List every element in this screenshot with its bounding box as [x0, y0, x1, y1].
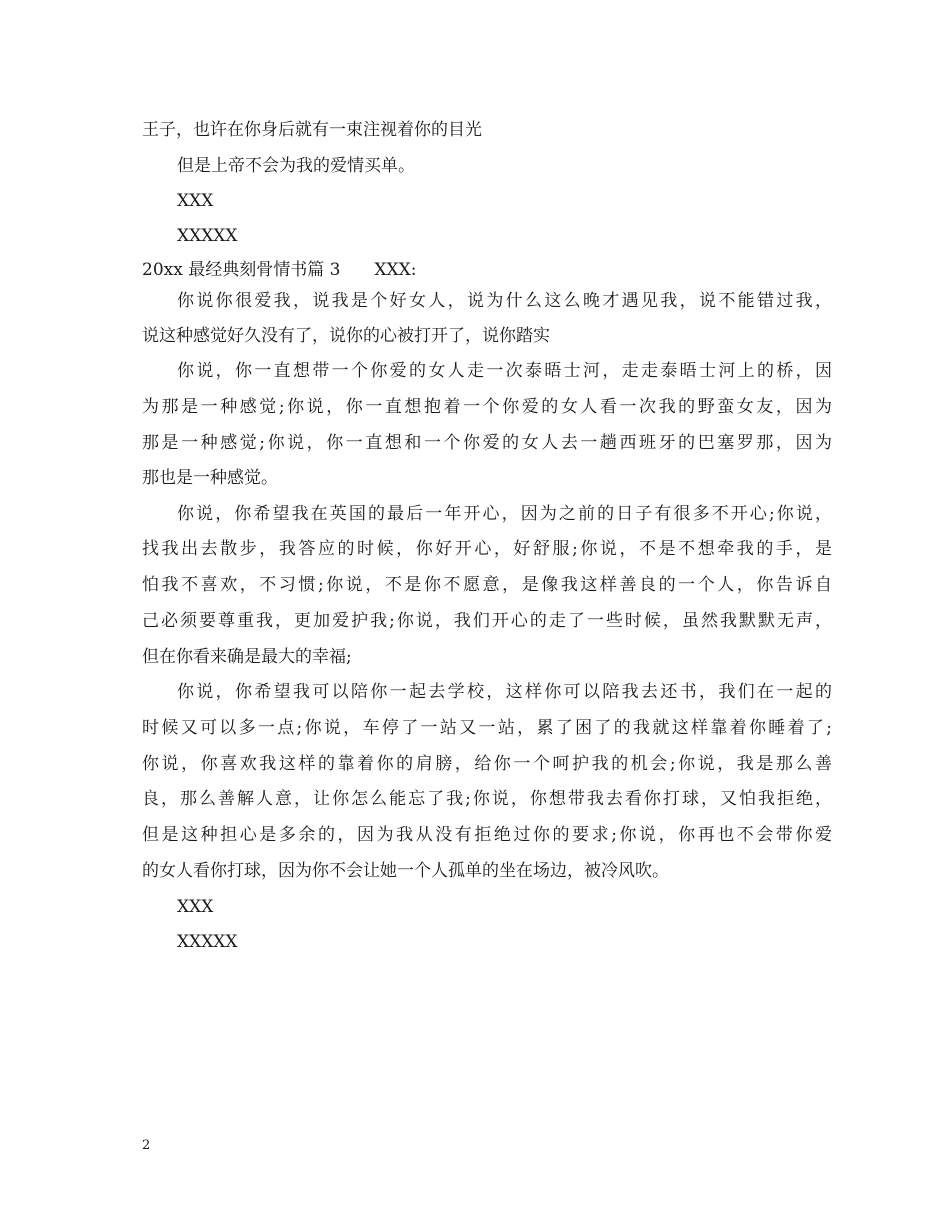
- text-line: 说这种感觉好久没有了，说你的心被打开了，说你踏实: [142, 326, 550, 346]
- text-line: 你说，你喜欢我这样的靠着你的肩膀，给你一个呵护我的机会;你说，我是那么善: [142, 754, 832, 774]
- text-line: 你说，你希望我可以陪你一起去学校，这样你可以陪我去还书，我们在一起的: [177, 682, 832, 702]
- text-line: 你说，你希望我在英国的最后一年开心，因为之前的日子有很多不开心;你说，: [177, 504, 832, 524]
- text-line: 你说，你一直想带一个你爱的女人走一次泰晤士河，走走泰晤士河上的桥，因: [177, 361, 832, 381]
- text-line: 找我出去散步，我答应的时候，你好开心，好舒服;你说，不是不想牵我的手，是: [142, 539, 832, 559]
- signature-line: XXX: [177, 897, 214, 917]
- text-line: 那也是一种感觉。: [142, 468, 278, 488]
- text-line: 怕我不喜欢，不习惯;你说，不是你不愿意，是像我这样善良的一个人，你告诉自: [142, 575, 832, 595]
- text-line: 时候又可以多一点;你说，车停了一站又一站，累了困了的我就这样靠着你睡着了;: [142, 718, 832, 738]
- date-line: XXXXX: [177, 226, 238, 246]
- text-line: 但是这种担心是多余的，因为我从没有拒绝过你的要求;你说，你再也不会带你爱: [142, 825, 832, 845]
- text-line: 己必须要尊重我，更加爱护我;你说，我们开心的走了一些时候，虽然我默默无声，: [142, 611, 832, 631]
- signature-line: XXX: [177, 191, 214, 211]
- page-number: 2: [142, 1138, 151, 1153]
- section-heading: 20xx 最经典刻骨情书篇 3 XXX:: [142, 260, 417, 280]
- text-line: 良，那么善解人意，让你怎么能忘了我;你说，你想带我去看你打球，又怕我拒绝，: [142, 789, 832, 809]
- text-line: 的女人看你打球，因为你不会让她一个人孤单的坐在场边，被冷风吹。: [142, 861, 669, 881]
- text-line: 你说你很爱我，说我是个好女人，说为什么这么晚才遇见我，说不能错过我，: [177, 291, 832, 311]
- text-line: 但是上帝不会为我的爱情买单。: [177, 156, 415, 176]
- text-line: 但在你看来确是最大的幸福;: [142, 647, 352, 667]
- text-line: 那是一种感觉;你说，你一直想和一个你爱的女人去一趟西班牙的巴塞罗那，因为: [142, 433, 832, 453]
- text-line: 王子，也许在你身后就有一束注视着你的目光: [142, 120, 482, 140]
- text-line: 为那是一种感觉;你说，你一直想抱着一个你爱的女人看一次我的野蛮女友，因为: [142, 397, 832, 417]
- date-line: XXXXX: [177, 932, 238, 952]
